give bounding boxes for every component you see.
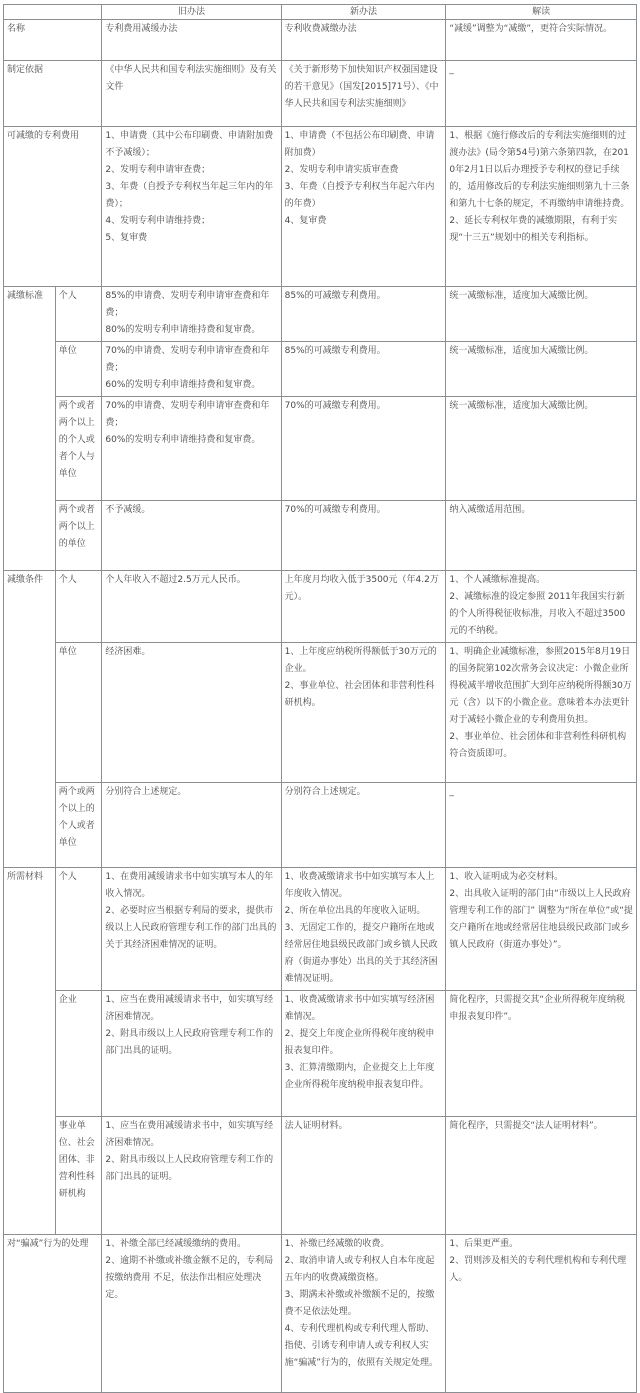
basis-old: 《中华人民共和国专利法实施细则》及有关文件 bbox=[102, 61, 281, 127]
standard-joint-mixed-new: 70%的可减缴专利费用。 bbox=[281, 397, 446, 501]
standard-unit-new: 85%的可减缴专利费用。 bbox=[281, 342, 446, 397]
row-materials-enterprise bbox=[4, 991, 637, 1117]
fees-old bbox=[102, 127, 281, 287]
standard-joint-mixed-sub: 两个或者两个以上的个人或者个人与单位 bbox=[55, 397, 102, 501]
fees-new-line: 3、年费（自授予专利权当年起六年内的年费） bbox=[284, 182, 435, 209]
fees-note-line: 1、根据《施行修改后的专利法实施细则的过渡办法》(局令第54号)第六条第四款，在2010年2月1日以后办理授予专利权的登记手续的，适用修改后的专利法实施细则第九十三条和第九十七条的规定，不再缴纳申请维持费。 bbox=[449, 131, 630, 209]
row-conditions-personal bbox=[4, 571, 637, 643]
cell-line: 80%的发明专利申请维持费和复审费。 bbox=[105, 325, 261, 335]
conditions-unit-sub: 单位 bbox=[55, 643, 102, 783]
conditions-joint-new: 分别符合上述规定。 bbox=[281, 783, 446, 868]
cell-line: 60%的发明专利申请维持费和复审费。 bbox=[105, 380, 261, 390]
row-standard-personal bbox=[4, 287, 637, 342]
standard-unit-old bbox=[102, 342, 281, 397]
fees-old-line: 2、发明专利申请审查费； bbox=[105, 165, 211, 175]
materials-institution-sub: 事业单位、社会团体、非营利性科研机构 bbox=[55, 1117, 102, 1235]
materials-enterprise-old bbox=[102, 991, 281, 1117]
materials-institution-note: 简化程序，只需提交“法人证明材料”。 bbox=[446, 1117, 637, 1235]
header-blank bbox=[4, 5, 102, 20]
row-standard-joint-mixed bbox=[4, 397, 637, 501]
standard-joint-mixed-note: 统一减缴标准，适度加大减缴比例。 bbox=[446, 397, 637, 501]
fees-old-line: 5、复审费 bbox=[105, 233, 148, 243]
cell-line: 2、出具收入证明的部门由“市级以上人民政府管理专利工作的部门” 调整为“所在单位”或“提交户籍所在地或经常居住地县级民政部门或乡镇人民政府（街道办事处）”。 bbox=[449, 889, 633, 950]
cell-line: 2、逾期不补缴或补缴金额不足的，专利局按缴纳费用 不足，依法作出相应处理决定。 bbox=[105, 1256, 274, 1300]
materials-institution-old bbox=[102, 1117, 281, 1235]
basis-new: 《关于新形势下加快知识产权强国建设的若干意见》（国发[2015]71号）、《中华人民共和国专利法实施细则》 bbox=[281, 61, 446, 127]
basis-note: _ bbox=[446, 61, 637, 127]
fees-note-line: 2、延长专利权年费的减缴期限，有利于实现“十三五”规划中的相关专利指标。 bbox=[449, 216, 618, 243]
materials-enterprise-sub: 企业 bbox=[55, 991, 102, 1117]
conditions-unit-note bbox=[446, 643, 637, 783]
row-materials-institution bbox=[4, 1117, 637, 1235]
fees-new-line: 2、发明专利申请实质审查费 bbox=[284, 165, 399, 175]
conditions-joint-old: 分别符合上述规定。 bbox=[102, 783, 281, 868]
standard-joint-units-note: 纳入减缴适用范围。 bbox=[446, 501, 637, 571]
standard-personal-note: 统一减缴标准，适度加大减缴比例。 bbox=[446, 287, 637, 342]
name-new: 专利收费减缴办法 bbox=[281, 20, 446, 61]
fees-old-line: 3、年费（自授予专利权当年起三年内的年费）； bbox=[105, 182, 274, 209]
header-old: 旧办法 bbox=[102, 5, 281, 20]
materials-personal-new bbox=[281, 868, 446, 991]
label-basis: 制定依据 bbox=[4, 61, 102, 127]
materials-personal-old bbox=[102, 868, 281, 991]
cell-line: 1、收费减缴请求书中如实填写经济困难情况。 bbox=[284, 995, 435, 1022]
cell-line: 2、提交上年度企业所得税年度纳税申报表复印件。 bbox=[284, 1029, 435, 1056]
cell-line: 60%的发明专利申请维持费和复审费。 bbox=[105, 435, 261, 445]
fees-note bbox=[446, 127, 637, 287]
standard-joint-units-old: 不予减缓。 bbox=[102, 501, 281, 571]
name-old: 专利费用减缓办法 bbox=[102, 20, 281, 61]
materials-personal-sub: 个人 bbox=[55, 868, 102, 991]
label-name: 名称 bbox=[4, 20, 102, 61]
standard-unit-note: 统一减缴标准，适度加大减缴比例。 bbox=[446, 342, 637, 397]
standard-unit-sub: 单位 bbox=[55, 342, 102, 397]
fraud-note bbox=[446, 1235, 637, 1393]
cell-line: 2、罚则涉及相关的专利代理机构和专利代理人。 bbox=[449, 1256, 627, 1283]
cell-line: 1、应当在费用减缓请求书中，如实填写经济困难情况。 bbox=[105, 1121, 274, 1148]
comparison-table bbox=[3, 4, 637, 1393]
header-note: 解读 bbox=[446, 5, 637, 20]
conditions-personal-sub: 个人 bbox=[55, 571, 102, 643]
label-fraud: 对“骗减”行为的处理 bbox=[4, 1235, 102, 1393]
row-basis bbox=[4, 61, 637, 127]
row-conditions-joint bbox=[4, 783, 637, 868]
fraud-new bbox=[281, 1235, 446, 1393]
cell-line: 2、事业单位、社会团体和非营利性科研机构符合资质即可。 bbox=[449, 732, 627, 759]
cell-line: 2、减缴标准的设定参照 2011年我国实行新的个人所得税征收标准，月收入不超过3500元的不纳税。 bbox=[449, 592, 626, 636]
standard-personal-new: 85%的可减缴专利费用。 bbox=[281, 287, 446, 342]
cell-line: 2、所在单位出具的年度收入证明。 bbox=[284, 906, 426, 916]
fees-new bbox=[281, 127, 446, 287]
cell-line: 1、补缴全部已经减缓缴纳的费用。 bbox=[105, 1239, 247, 1249]
cell-line: 3、汇算清缴期内，企业提交上上年度企业所得税年度纳税申报表复印件。 bbox=[284, 1063, 435, 1090]
row-conditions-unit bbox=[4, 643, 637, 783]
label-conditions: 减缴条件 bbox=[4, 571, 56, 868]
header-new: 新办法 bbox=[281, 5, 446, 20]
standard-personal-sub: 个人 bbox=[55, 287, 102, 342]
header-row bbox=[4, 5, 637, 20]
cell-line: 1、明确企业减缴标准，参照2015年8月19日的国务院第102次常务会议决定：小微企业所得税减半增收范围扩大到年应纳税所得额30万元（含）以下的小微企业。意味着本办法更针对于减轻小微企业的专利费用负担。 bbox=[449, 647, 632, 725]
conditions-joint-sub: 两个或两个以上的个人或者单位 bbox=[55, 783, 102, 868]
cell-line: 1、在费用减缓请求书中如实填写本人的年收入情况。 bbox=[105, 872, 274, 899]
label-fees: 可减缴的专利费用 bbox=[4, 127, 102, 287]
row-fees bbox=[4, 127, 637, 287]
conditions-personal-old: 个人年收入不超过2.5万元人民币。 bbox=[102, 571, 281, 643]
cell-line: 2、取消申请人或专利权人自本年度起五年内的收费减缴资格。 bbox=[284, 1256, 435, 1283]
row-materials-personal bbox=[4, 868, 637, 991]
cell-line: 2、事业单位、社会团体和非营利性科研机构。 bbox=[284, 681, 435, 708]
fraud-old bbox=[102, 1235, 281, 1393]
standard-joint-units-sub: 两个或者两个以上的单位 bbox=[55, 501, 102, 571]
cell-line: 1、应当在费用减缓请求书中，如实填写经济困难情况。 bbox=[105, 995, 274, 1022]
cell-line: 1、后果更严重。 bbox=[449, 1239, 519, 1249]
materials-enterprise-new bbox=[281, 991, 446, 1117]
cell-line: 70%的申请费、发明专利申请审查费和年费； bbox=[105, 401, 270, 428]
fees-old-line: 1、申请费（其中公布印刷费、申请附加费不予减缓）； bbox=[105, 131, 274, 158]
cell-line: 1、收入证明成为必交材料。 bbox=[449, 872, 564, 882]
cell-line: 85%的申请费、发明专利申请审查费和年费； bbox=[105, 291, 270, 318]
cell-line: 1、上年度应纳税所得额低于30万元的企业。 bbox=[284, 647, 437, 674]
conditions-personal-new: 上年度月均收入低于3500元（年4.2万元）。 bbox=[281, 571, 446, 643]
label-standard: 减缴标准 bbox=[4, 287, 56, 571]
row-fraud bbox=[4, 1235, 637, 1393]
cell-line: 3、无固定工作的，提交户籍所在地或经常居住地县级民政部门或乡镇人民政府（街道办事处）出具的关于其经济困难情况证明。 bbox=[284, 923, 438, 984]
cell-line: 70%的申请费、发明专利申请审查费和年费； bbox=[105, 346, 270, 373]
cell-line: 2、附具市级以上人民政府管理专利工作的部门出具的证明。 bbox=[105, 1029, 274, 1056]
cell-line: 1、补缴已经减缴的收费。 bbox=[284, 1239, 390, 1249]
materials-personal-note bbox=[446, 868, 637, 991]
cell-line: 4、专利代理机构或专利代理人帮助、指使、引诱专利申请人或专利权人实施“骗减”行为的，依照有关规定处理。 bbox=[284, 1324, 438, 1368]
row-name bbox=[4, 20, 637, 61]
cell-line: 1、收费减缴请求书中如实填写本人上年度收入情况。 bbox=[284, 872, 435, 899]
name-note: “减缓”调整为“减缴”，更符合实际情况。 bbox=[446, 20, 637, 61]
cell-line: 1、个人减缴标准提高。 bbox=[449, 575, 546, 585]
label-materials: 所需材料 bbox=[4, 868, 56, 1235]
materials-institution-new: 法人证明材料。 bbox=[281, 1117, 446, 1235]
standard-joint-mixed-old bbox=[102, 397, 281, 501]
cell-line: 2、附具市级以上人民政府管理专利工作的部门出具的证明。 bbox=[105, 1155, 274, 1182]
fees-new-line: 1、申请费（不包括公布印刷费、申请附加费） bbox=[284, 131, 435, 158]
standard-joint-units-new: 70%的可减缴专利费用。 bbox=[281, 501, 446, 571]
conditions-personal-note bbox=[446, 571, 637, 643]
conditions-joint-note: _ bbox=[446, 783, 637, 868]
cell-line: 2、必要时应当根据专利局的要求，提供市级以上人民政府管理专利工作的部门出具的关于其经济困难情况的证明。 bbox=[105, 906, 277, 950]
conditions-unit-new bbox=[281, 643, 446, 783]
row-standard-joint-units bbox=[4, 501, 637, 571]
materials-enterprise-note: 简化程序，只需提交其“企业所得税年度纳税申报表复印件”。 bbox=[446, 991, 637, 1117]
conditions-unit-old: 经济困难。 bbox=[102, 643, 281, 783]
fees-old-line: 4、发明专利申请维持费； bbox=[105, 216, 211, 226]
row-standard-unit bbox=[4, 342, 637, 397]
standard-personal-old bbox=[102, 287, 281, 342]
fees-new-line: 4、复审费 bbox=[284, 216, 327, 226]
cell-line: 3、期满未补缴或补缴额不足的，按缴费不足依法处理。 bbox=[284, 1290, 435, 1317]
